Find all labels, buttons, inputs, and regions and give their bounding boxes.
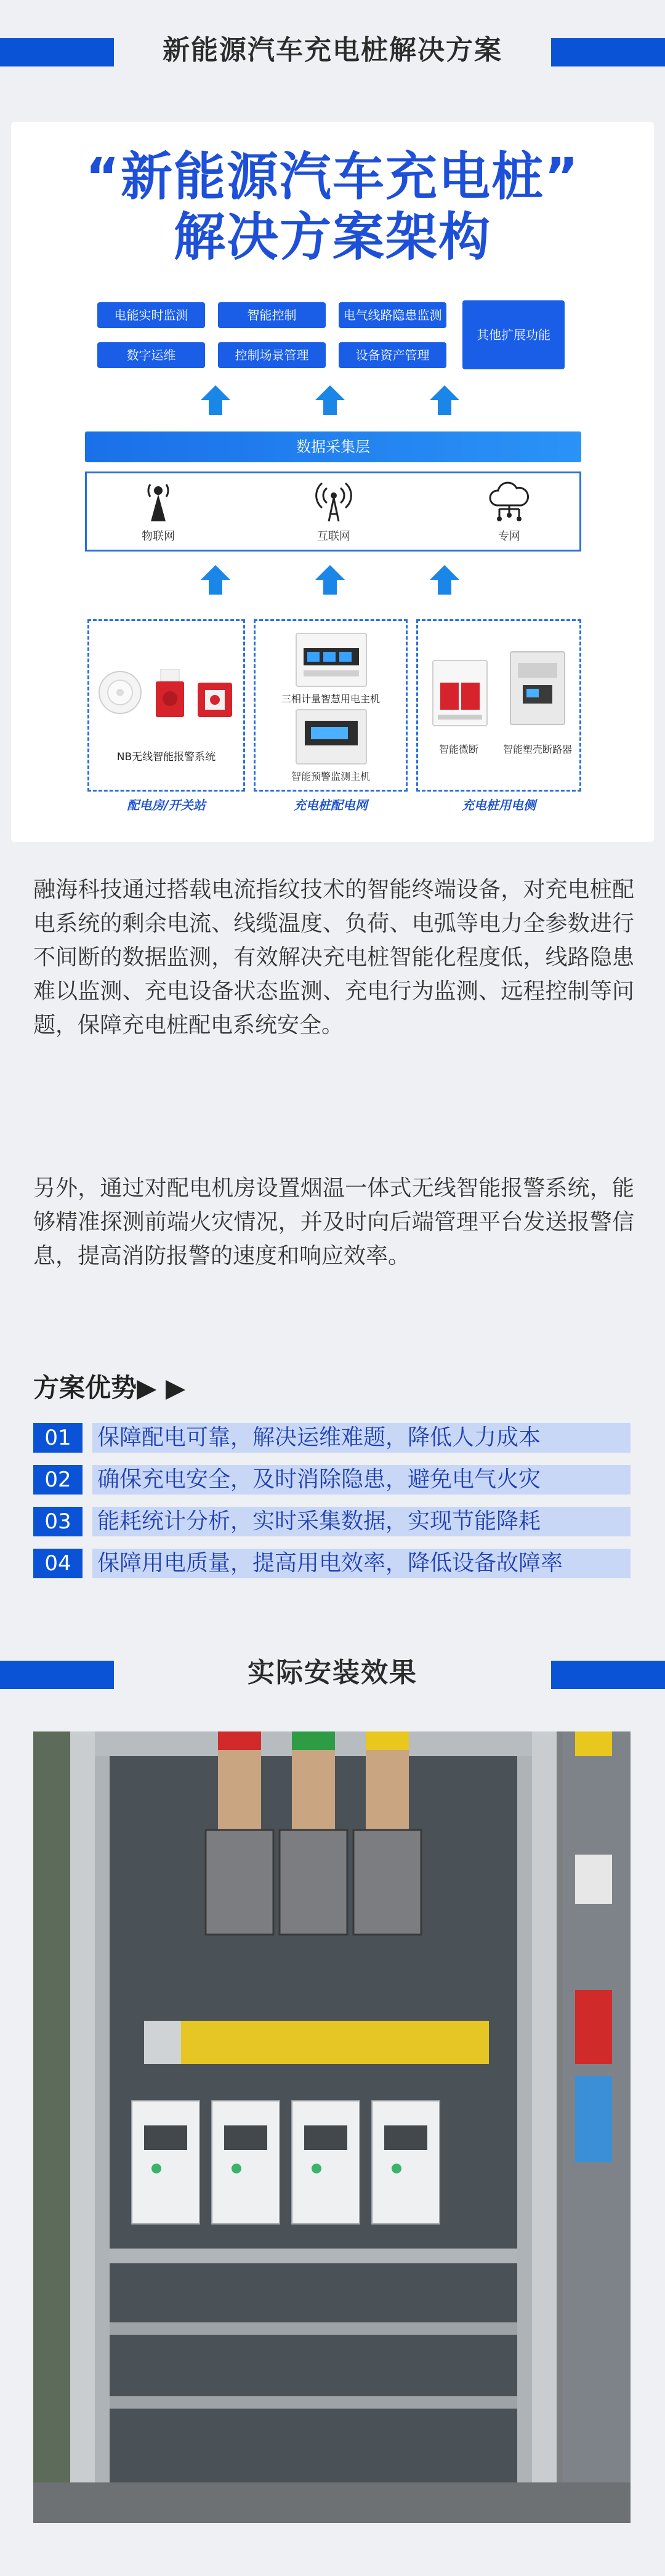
intro-paragraph: 融海科技通过搭载电流指纹技术的智能终端设备，对充电桩配电系统的剩余电流、线缆温度、负荷、电弧等电力全参数进行不间断的数据监测，有效解决充电桩智能化程度低，线路隐患难以监测、充电设备状态监测、充电行为监测、远程控制等问题，保障充电桩配电系统安全。 — [33, 877, 634, 1038]
architecture-diagram — [11, 122, 654, 842]
network-internet — [278, 481, 389, 544]
header-bar-right — [551, 1661, 665, 1689]
advantage-number: 01 — [33, 1423, 83, 1453]
function-box: 智能控制 — [218, 302, 326, 328]
network-iot — [103, 481, 214, 544]
up-arrow-icon — [314, 565, 346, 595]
group-label: 配电房/开关站 — [127, 798, 206, 813]
group-label: 充电桩用电侧 — [462, 798, 536, 813]
function-box: 数字运维 — [97, 342, 205, 368]
iot-tower-icon — [140, 481, 177, 524]
alarm-bell-icon — [152, 669, 188, 720]
network-box — [85, 471, 581, 552]
wireless-antenna-icon — [312, 481, 355, 524]
extension-box: 其他扩展功能 — [462, 300, 565, 369]
network-label: 互联网 — [317, 530, 350, 543]
smoke-detector-icon — [97, 669, 143, 716]
advantage-text: 能耗统计分析，实时采集数据，实现节能降耗 — [92, 1507, 631, 1536]
distribution-cabinet-illustration — [33, 1731, 631, 2523]
network-label: 专网 — [498, 530, 520, 543]
up-arrow-icon — [429, 385, 461, 415]
advantage-row — [33, 1465, 631, 1495]
install-photo — [33, 1731, 631, 2523]
device-label: 三相计量智慧用电主机 — [281, 693, 380, 705]
up-arrow-icon — [314, 385, 346, 415]
device-group-distribution-room — [87, 619, 245, 792]
alarm-button-icon — [196, 681, 233, 718]
function-box: 设备资产管理 — [339, 342, 446, 368]
function-box: 电能实时监测 — [97, 302, 205, 328]
device-label: NB无线智能报警系统 — [116, 751, 216, 763]
data-layer-bar: 数据采集层 — [85, 431, 581, 462]
install-title: 实际安装效果 — [248, 1657, 417, 1688]
device-group-charging-grid — [254, 619, 408, 792]
up-arrow-icon — [429, 565, 461, 595]
advantage-text: 保障用电质量，提高用电效率，降低设备故障率 — [92, 1549, 631, 1578]
micro-breaker-icon — [432, 659, 488, 727]
header-bar-right — [551, 38, 665, 66]
advantage-number: 04 — [33, 1549, 83, 1578]
section-header-solution — [0, 33, 665, 68]
page-title: 新能源汽车充电桩解决方案 — [163, 34, 502, 66]
advantage-number: 02 — [33, 1465, 83, 1495]
group-label: 充电桩配电网 — [294, 798, 368, 813]
header-bar-left — [0, 1661, 114, 1689]
architecture-title-line2: 解决方案架构 — [173, 207, 491, 267]
advantage-row — [33, 1507, 631, 1536]
up-arrow-icon — [200, 565, 232, 595]
header-bar-left — [0, 38, 114, 66]
case-breaker-icon — [509, 651, 566, 726]
advantage-text: 保障配电可靠，解决运维难题，降低人力成本 — [92, 1423, 631, 1453]
network-private — [454, 481, 565, 544]
device-group-charging-side — [416, 619, 581, 792]
meter-host-icon — [295, 632, 368, 688]
advantage-row — [33, 1549, 631, 1578]
advantages-title: 方案优势▶ ▶ — [33, 1373, 186, 1403]
device-label: 智能预警监测主机 — [291, 771, 370, 782]
device-label: 智能微断 — [438, 744, 478, 755]
architecture-title-line1: “新能源汽车充电桩” — [85, 146, 580, 207]
device-label: 智能塑壳断路器 — [502, 744, 572, 755]
section-header-install — [0, 1656, 665, 1690]
function-box: 控制场景管理 — [218, 342, 326, 368]
alarm-paragraph: 另外，通过对配电机房设置烟温一体式无线智能报警系统，能够精准探测前端火灾情况，并及时向后端管理平台发送报警信息，提高消防报警的速度和响应效率。 — [33, 1176, 634, 1269]
advantage-number: 03 — [33, 1507, 83, 1536]
up-arrow-icon — [200, 385, 232, 415]
warning-host-icon — [295, 708, 368, 765]
function-box: 电气线路隐患监测 — [339, 302, 446, 328]
cloud-network-icon — [485, 481, 534, 524]
advantage-text: 确保充电安全，及时消除隐患，避免电气火灾 — [92, 1465, 631, 1495]
network-label: 物联网 — [142, 530, 175, 543]
advantage-row — [33, 1423, 631, 1453]
